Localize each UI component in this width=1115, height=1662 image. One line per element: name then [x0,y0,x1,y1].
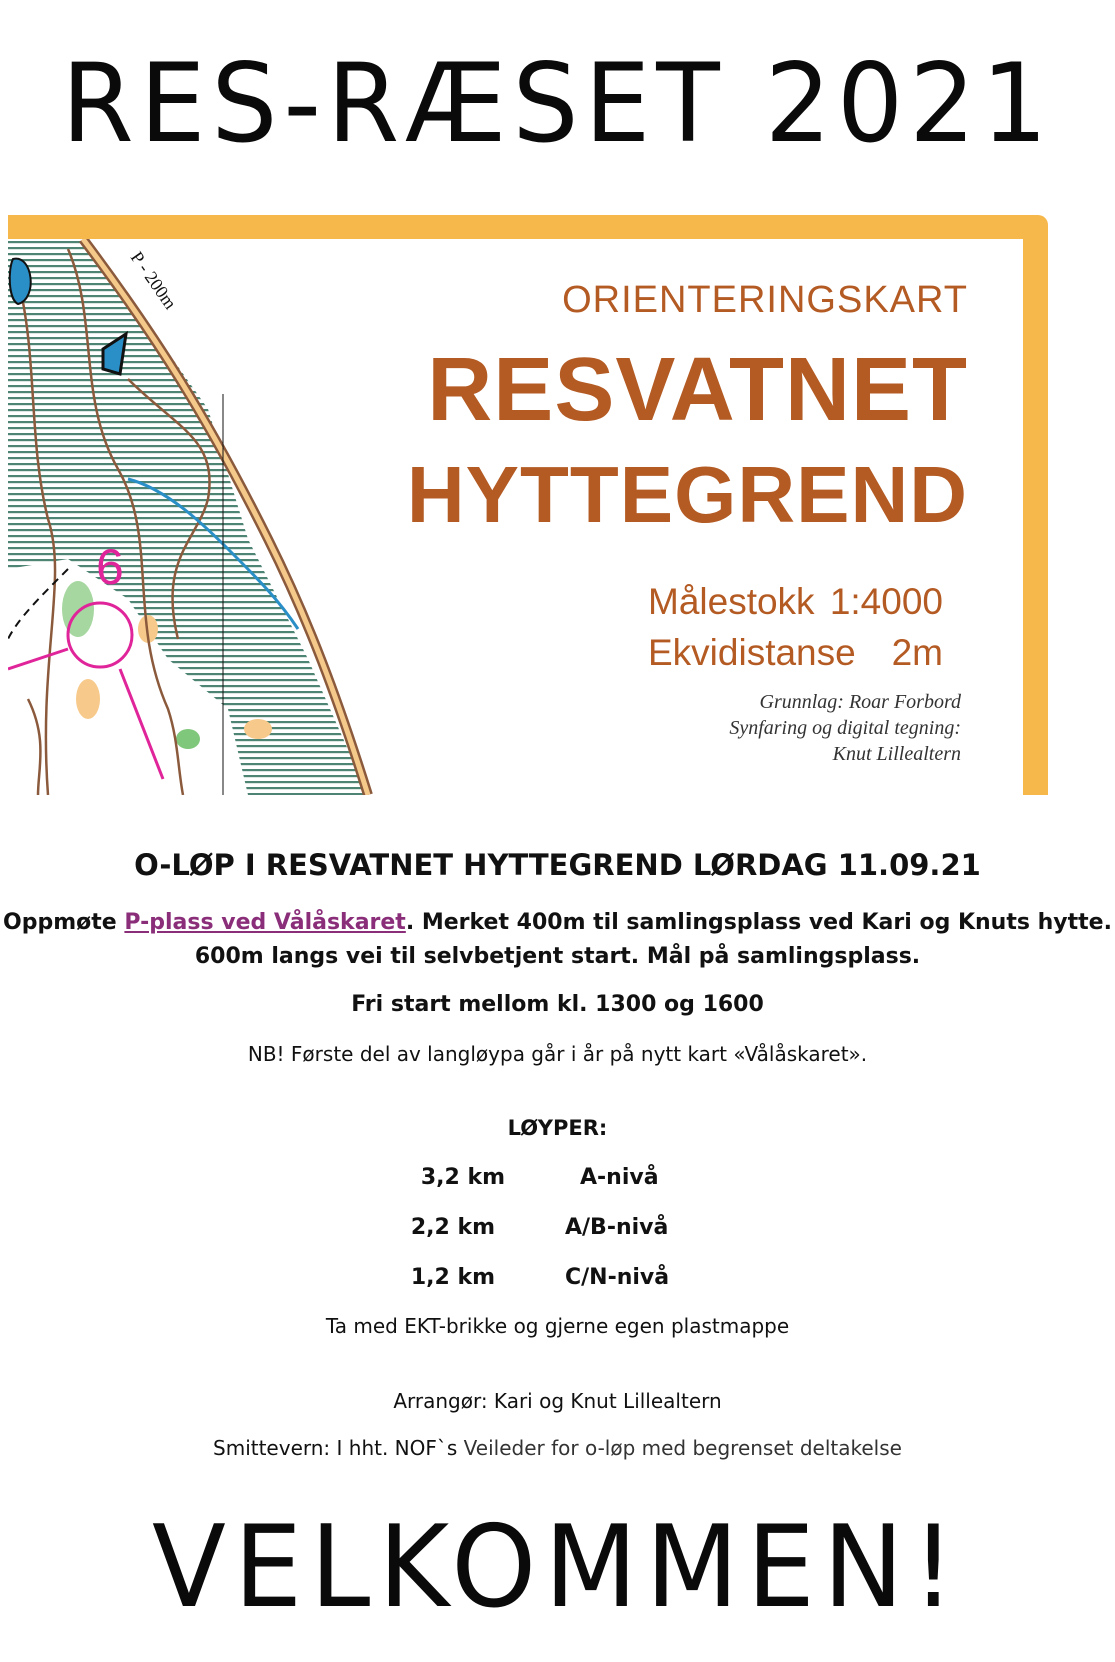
map-banner [8,215,1056,795]
course-distance: 2,2 km [410,1215,495,1240]
attendance-line-1 [0,910,1115,935]
orienteering-map-illustration [8,239,388,795]
course-level: C/N-nivå [565,1265,670,1290]
credit-line-2: Synfaring og digital tegning: [729,717,961,739]
equidistance-value: 2m [891,632,943,673]
course-level: A/B-nivå [565,1215,669,1240]
map-panel [8,239,1023,795]
infection-control [0,1436,1115,1460]
event-headline: O-LØP I RESVATNET HYTTEGREND LØRDAG 11.09.21 [134,848,981,882]
guide-link[interactable]: Veileder for o-løp med begrenset deltakelse [463,1436,902,1460]
attendance-suffix: . Merket 400m til samlingsplass ved Kari og Knuts hytte. [405,910,1112,935]
attendance-line-2: 600m langs vei til selvbetjent start. Mål på samlingsplass. [194,944,921,969]
attendance-prefix: Oppmøte [3,910,125,935]
course-distance: 1,2 km [410,1265,495,1290]
infection-prefix: Smittevern: I hht. NOF`s [213,1436,464,1460]
map-name-line-1: RESVATNET [427,340,968,440]
bring-note: Ta med EKT-brikke og gjerne egen plastmappe [325,1314,790,1338]
credit-line-1: Grunnlag: Roar Forbord [759,691,961,713]
map-credits [729,689,961,767]
equidistance-label: Ekvidistanse [648,632,856,673]
map-name-line-2: HYTTEGREND [406,450,968,539]
course-level: A-nivå [580,1165,659,1190]
page-title: RES-RÆSET 2021 [61,38,1054,168]
scale-label: Målestokk [648,581,815,622]
scale-value: 1:4000 [829,581,943,622]
nb-note: NB! Første del av langløypa går i år på nytt kart «Vålåskaret». [247,1042,868,1066]
organizer: Arrangør: Kari og Knut Lillealtern [393,1389,722,1413]
start-info: Fri start mellom kl. 1300 og 1600 [351,992,764,1017]
map-kind: ORIENTERINGSKART [562,279,968,321]
parking-marker: P - 200m [126,247,181,313]
courses-heading: LØYPER: [507,1116,608,1140]
credit-line-3: Knut Lillealtern [832,743,961,765]
control-number: 6 [96,539,124,595]
welcome-heading: VELKOMMEN! [152,1501,963,1634]
parking-link[interactable]: P-plass ved Vålåskaret [124,910,406,935]
course-distance: 3,2 km [420,1165,505,1190]
